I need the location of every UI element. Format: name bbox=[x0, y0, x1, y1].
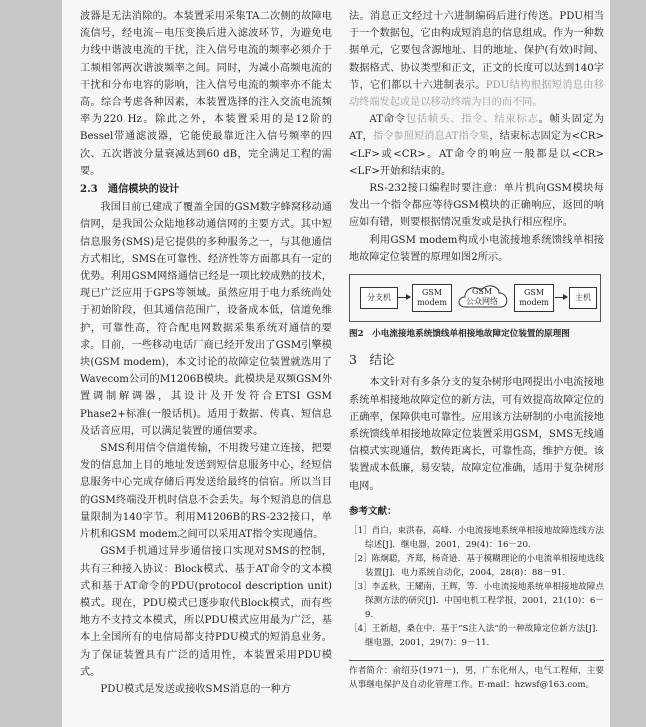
cloud-label-line1: GSM bbox=[471, 287, 493, 297]
host-label: 主机 bbox=[575, 293, 591, 303]
reference-item: ［1］肖白，束洪春，高峰．小电流接地系统单相接地故障选线方法综述[J]．继电器，2001，29(4)：16－20. bbox=[349, 526, 604, 551]
section-heading-3: 3 结论 bbox=[349, 352, 395, 368]
body-paragraph: 利用GSM modem构成小电流接地系统馈线单相接地故障定位装置的原理如图2所示。 bbox=[349, 234, 604, 263]
faded-text: PDU结构根据短消息由移动终端发起或是以移动终端为目的而不同。 bbox=[349, 79, 605, 109]
gsm-modem-box-right bbox=[514, 284, 554, 312]
modem-label-line2: modem bbox=[519, 298, 549, 308]
faded-text: 包括帧头、指令、结束标志 bbox=[405, 114, 539, 126]
body-paragraph: GSM手机通过异步通信接口实现对SMS的控制，共有三种接入协议：Block模式、基于AT命令的文本模式和基于AT命令的PDU(protocol description unit)模式。现在，PDU模式已逐步取代Block模式，而有些地方不支持文本模式，所以PDU模式应用最为广泛，基本上全国所有的电信局都支持PDU模式的短消息业务。为了保证装置具有广泛的适用性，本装置采用PDU模式。 bbox=[80, 546, 332, 678]
section-heading-2-3: 2.3 通信模块的设计 bbox=[80, 183, 180, 196]
modem-label-line1: GSM bbox=[421, 288, 443, 298]
reference-item: ［4］王新超，桑在中．基于“S注入法”的一种故障定位新方法[J]．继电器，2001，29(7)：9－11. bbox=[349, 624, 604, 649]
arrow-right bbox=[555, 297, 567, 298]
reference-list bbox=[349, 524, 604, 650]
body-paragraph bbox=[349, 111, 604, 180]
references-title: 参考文献： bbox=[349, 505, 397, 517]
modem-label-line1: GSM bbox=[523, 288, 545, 298]
arrow-right bbox=[398, 297, 410, 298]
branch-unit-label: 分支机 bbox=[367, 293, 391, 303]
cloud-label-line2: 公众网络 bbox=[466, 297, 498, 307]
body-paragraph: 本文针对有多条分支的复杂树形电网提出小电流接地系统单相接地故障定位的新方法，可有效提高故障定位的正确率，保障供电可靠性。应用该方法研制的小电流接地系统馈线单相接地故障定位装置采用GSM，SMS无线通信模式实现通信，数传距离长，可靠性高，维护方便。该装置成本低廉，易安装，故障定位准确，适用于复杂树形电网。 bbox=[349, 377, 604, 492]
body-paragraph: RS-232接口编程时要注意：单片机向GSM模块每发出一个指令都应等待GSM模块的正确响应，返回的响应如有错，则要根据情况重发或是执行相应程序。 bbox=[349, 183, 604, 229]
right-column bbox=[349, 8, 604, 692]
body-paragraph: SMS利用信令信道传输，不用拨号建立连接，把要发的信息加上目的地址发送到短信息服务中心，经短信息服务中心完成存储后再发送给最终的信宿。所以当目的GSM终端没开机时信息不会丢失。每个短消息的信息量限制为140字节。利用M1206B的RS-232接口，单片机和GSM modem之间可以采用AT指令实现通信。 bbox=[80, 443, 332, 541]
author-note: 作者简介：俞绍芬(1971－)，男，广东化州人，电气工程师，主要从事继电保护及自动化管理工作。E-mail：hzwsf@163.com。 bbox=[349, 666, 604, 691]
figure-caption: 图2 小电流接地系统馈线单相接地故障定位装置的原理图 bbox=[349, 329, 570, 340]
gsm-network-label bbox=[462, 287, 502, 307]
branch-unit-box bbox=[360, 287, 398, 309]
body-paragraph bbox=[349, 8, 604, 111]
reference-item: ［2］陈炯聪，齐郑，杨奇逊．基于模糊理论的小电流单相接地选线装置[J]．电力系统自动化，2004，28(8)：88－91. bbox=[349, 554, 604, 579]
figure-2-diagram bbox=[349, 274, 601, 322]
body-text: AT命令 bbox=[369, 114, 406, 126]
body-text: 法。消息正文经过十六进制编码后进行传送。PDU相当于一个数据包，它由构成短消息的信息组成。作为一种数据单元，它要包含源地址、目的地址、保护(有效)时间、数据格式、协议类型和正文，正文的长度可以达到140字节，它们都以十六进制表示。 bbox=[349, 11, 604, 91]
host-box bbox=[569, 287, 597, 309]
paper-page bbox=[62, 0, 610, 727]
reference-item: ［3］李孟秋，王耀南，王辉，等．小电流接地系统单相接地故障点探测方法的研究[J]．中国电机工程学报，2001，21(10)：6－9. bbox=[349, 582, 604, 621]
body-text: 。帧头固定为AT， bbox=[349, 114, 604, 143]
footnote-divider bbox=[349, 660, 604, 661]
faded-text: 指令参照短消息AT指令集 bbox=[372, 131, 490, 143]
body-text: ，结束标志固定为<CR><LF>或<CR>。AT命令的响应一般都是以<CR><LF>开始和结束的。 bbox=[349, 131, 604, 177]
modem-label-line2: modem bbox=[417, 298, 447, 308]
body-paragraph: PDU模式是发送或接收SMS消息的一种方 bbox=[100, 683, 292, 695]
left-column bbox=[80, 8, 332, 698]
body-paragraph: 我国目前已建成了覆盖全国的GSM数字蜂窝移动通信网，是我国公众陆地移动通信网的主要方式。其中短信息服务(SMS)是它提供的多种服务之一，与其他通信方式相比，SMS在可靠性、经济性等方面都具有一定的优势。利用GSM网络通信已经是一项比较成熟的技术，现已广泛应用于GPS等领域。虽然应用于电力系统尚处于初始阶段，但其通信范围广，设备成本低，信道免维护，可靠性高，符合配电网数据采集系统对通信的要求。目前，一些移动电话厂商已经开发出了GSM引擎模块(GSM modem)，本文讨论的故障定位装置就选用了Wavecom公司的M1206B模块。此模块是双频GSM外置调制解调器，其设计及开发符合ETSI GSM Phase2+标准(一般话机)。适用于数据、传真、短信息及话音应用，可以满足装置的通信要求。 bbox=[80, 202, 332, 437]
body-paragraph: 波器是无法消除的。本装置采用采集TA二次侧的故障电流信号，经电流－电压变换后进入滤波环节，为避免电力线中谐波电流的干扰，注入信号电流的频率必须介于工频相邻两次谐波频率之间。同时，为减小高频电流的干扰和分布电容的影响，注入信号电流的频率亦不能太高。综合考虑各种因素，本装置选择的注入交流电流频率为220 Hz。除此之外，本装置采用的是12阶的Bessel带通滤波器，它能使最靠近注入信号频率的四次、五次谐波分量衰减达到60 dB，完全满足工程的需要。 bbox=[80, 11, 332, 177]
gsm-modem-box-left bbox=[412, 284, 452, 312]
